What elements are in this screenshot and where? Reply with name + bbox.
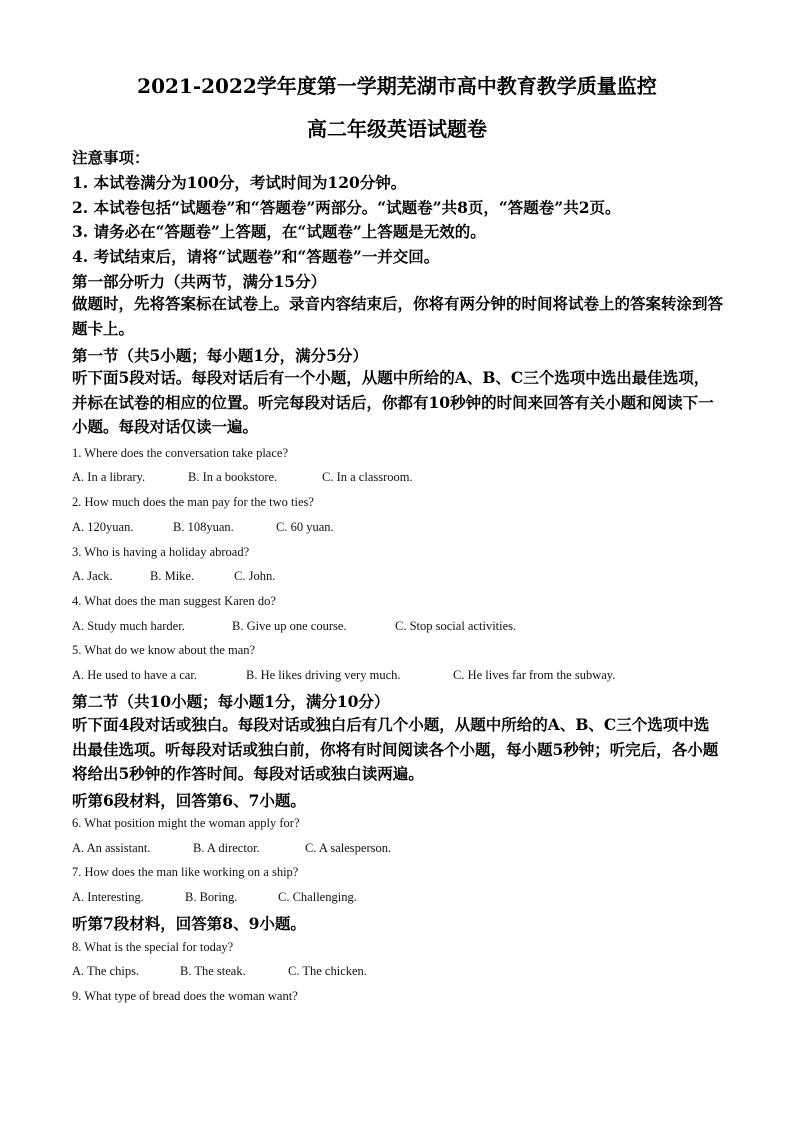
option-a[interactable]: A. Interesting. xyxy=(72,890,144,904)
option-c[interactable]: C. John. xyxy=(234,569,276,583)
option-a[interactable]: A. 120yuan. xyxy=(72,520,134,534)
notes-item: 2. 本试卷包括“试题卷”和“答题卷”两部分。“试题卷”共8页，“答题卷”共2页。 xyxy=(72,198,621,217)
section2-heading: 第二节（共10小题；每小题1分，满分10分） xyxy=(72,692,390,711)
option-c[interactable]: C. A salesperson. xyxy=(305,841,392,855)
option-c[interactable]: C. Challenging. xyxy=(278,890,357,904)
option-c[interactable]: C. In a classroom. xyxy=(322,470,413,484)
part1-heading: 第一部分听力（共两节，满分15分） xyxy=(72,272,327,291)
material-heading: 听第6段材料，回答第6、7小题。 xyxy=(72,791,306,810)
section1-heading: 第一节（共5小题；每小题1分，满分5分） xyxy=(72,346,368,365)
notes-heading: 注意事项： xyxy=(72,148,150,167)
question-text: 1. Where does the conversation take place? xyxy=(72,446,288,460)
option-a[interactable]: A. An assistant. xyxy=(72,841,151,855)
notes-item: 4. 考试结束后，请将“试题卷”和“答题卷”一并交回。 xyxy=(72,247,440,266)
question-text: 3. Who is having a holiday abroad? xyxy=(72,545,250,559)
question-text: 7. How does the man like working on a ship? xyxy=(72,865,299,879)
option-c[interactable]: C. The chicken. xyxy=(288,964,367,978)
option-a[interactable]: A. In a library. xyxy=(72,470,146,484)
option-c[interactable]: C. He lives far from the subway. xyxy=(453,668,616,682)
section2-instruction: 听下面4段对话或独白。每段对话或独白后有几个小题，从题中所给的A、B、C三个选项中选出最佳选项。听每段对话或独白前，你将有时间阅读各个小题，每小题5秒钟；听完后，各小题将给出5秒钟的作答时间。每段对话或独白读两遍。 xyxy=(72,715,719,783)
option-b[interactable]: B. Give up one course. xyxy=(232,619,347,633)
option-a[interactable]: A. Jack. xyxy=(72,569,113,583)
question-text: 8. What is the special for today? xyxy=(72,940,234,954)
question-text: 2. How much does the man pay for the two ties? xyxy=(72,495,314,509)
option-a[interactable]: A. The chips. xyxy=(72,964,140,978)
part1-instruction: 做题时，先将答案标在试卷上。录音内容结束后，你将有两分钟的时间将试卷上的答案转涂到答题卡上。 xyxy=(72,294,724,338)
question-text: 5. What do we know about the man? xyxy=(72,643,256,657)
option-c[interactable]: C. Stop social activities. xyxy=(395,619,517,633)
option-b[interactable]: B. He likes driving very much. xyxy=(246,668,401,682)
option-b[interactable]: B. 108yuan. xyxy=(173,520,234,534)
question-text: 9. What type of bread does the woman want? xyxy=(72,989,298,1003)
option-a[interactable]: A. Study much harder. xyxy=(72,619,185,633)
option-b[interactable]: B. The steak. xyxy=(180,964,246,978)
option-b[interactable]: B. Boring. xyxy=(185,890,238,904)
material-heading: 听第7段材料，回答第8、9小题。 xyxy=(72,914,306,933)
question-text: 6. What position might the woman apply for? xyxy=(72,816,300,830)
option-c[interactable]: C. 60 yuan. xyxy=(276,520,334,534)
option-a[interactable]: A. He used to have a car. xyxy=(72,668,197,682)
notes-item: 1. 本试卷满分为100分，考试时间为120分钟。 xyxy=(72,173,407,192)
option-b[interactable]: B. Mike. xyxy=(150,569,195,583)
question-text: 4. What does the man suggest Karen do? xyxy=(72,594,276,608)
option-b[interactable]: B. A director. xyxy=(193,841,260,855)
exam-subtitle: 高二年级英语试题卷 xyxy=(307,117,487,141)
exam-title: 2021-2022学年度第一学期芜湖市高中教育教学质量监控 xyxy=(137,74,657,98)
section1-instruction: 听下面5段对话。每段对话后有一个小题，从题中所给的A、B、C三个选项中选出最佳选项，并标在试卷的相应的位置。听完每段对话后，你都有10秒钟的时间来回答有关小题和阅读下一小题。每段对话仅读一遍。 xyxy=(72,368,714,436)
notes-item: 3. 请务必在“答题卷”上答题，在“试题卷”上答题是无效的。 xyxy=(72,222,486,241)
option-b[interactable]: B. In a bookstore. xyxy=(188,470,278,484)
